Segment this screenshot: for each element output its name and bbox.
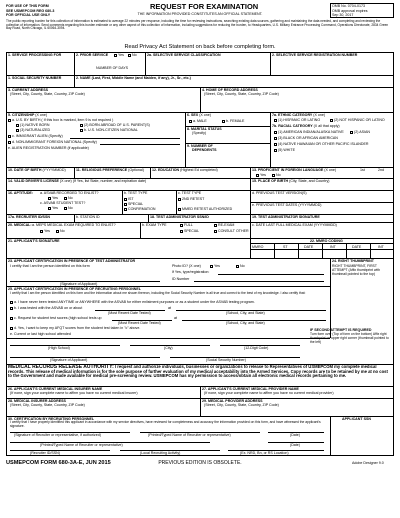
omb-date: Sep 30, 2017 — [332, 13, 354, 17]
hs-city-caption: (City) — [164, 346, 173, 350]
asvab-enlist-yes-label: Yes — [52, 196, 58, 200]
meps-medical-yes[interactable] — [40, 229, 50, 233]
race-black[interactable] — [274, 136, 338, 140]
exam-consult[interactable] — [214, 229, 235, 233]
dob-label-text: 10. DATE OF BIRTH — [8, 168, 42, 172]
exam-reexam-label: RE-EXAM — [218, 223, 235, 227]
race-white[interactable] — [274, 148, 295, 152]
ethnic-hispanic[interactable] — [274, 118, 320, 122]
race-item-1: (1) AMERICAN INDIAN/ALASKA NATIVE — [278, 130, 344, 134]
asvab-student-no[interactable] — [64, 206, 73, 210]
dependents-label: 9. NUMBER OF — [187, 144, 213, 148]
language-yes[interactable] — [256, 173, 266, 177]
cert-test-admin-text: I certify that I am the person identified on this form — [10, 264, 90, 268]
footer-form-number: USMEPCOM FORM 680-3A-E, JUN 2015 — [6, 460, 111, 466]
prior-service-yes-label: Yes — [118, 53, 124, 57]
meps-medical-no-label: No — [60, 229, 65, 233]
applicant-sig-caption: (Signature of Applicant) — [60, 282, 98, 286]
asvab-enlist-label: a. ASVAB RECORDED TO ENLIST? — [40, 191, 99, 195]
second-attempt-text: Turn form over (Top of form on the bottom) Affix right thumbprint on upper right corner (thumbnail pointed to the left) — [310, 332, 389, 344]
meps-medical-yes-label: Yes — [44, 229, 50, 233]
applicant-signature-label: 21. APPLICANT'S SIGNATURE — [8, 239, 60, 243]
test-type-special[interactable] — [124, 202, 143, 206]
race-sub: (X all that apply) — [313, 124, 340, 128]
cit-non-immigrant-label: d. NON-IMMIGRANT FOREIGN NATIONAL (Specify) — [12, 140, 97, 144]
alien-registration-label: e. ALIEN REGISTRATION NUMBER (if applicable) — [8, 146, 89, 150]
applicant-sig-2-caption: (Signature of Applicant) — [50, 358, 88, 362]
burden-statement: The public reporting burden for this collection of information is estimated to average 22 minutes per response, including the time for reviewing instructions, searching existing data sources, gathering and maintaining the data needed, and completing and reviewing the collection of information. Send comments regarding this burden estimate or any other aspect of this collection of information, including suggestions for reducing the burden, to Headquarters, U.S. Military Entrance Processing Command, Operations Directorate, 2834 Green Bay Road, North Chicago, IL 60064-3094. — [6, 19, 389, 31]
local-recruiting-caption: (Local Recruiting Activity) — [140, 451, 181, 455]
race-item-4: (4) NATIVE HAWAIIAN OR OTHER PACIFIC ISLANDER — [278, 142, 369, 146]
cit-immigrant-alien[interactable] — [8, 134, 63, 138]
mmro-col-mmro: MMRO — [252, 244, 264, 249]
test-type-ist-label: IST — [128, 197, 134, 201]
recruiter-cert-label: 30. CERTIFICATION BY RECRUITING PERSONNEL — [8, 417, 95, 421]
never-tested-label: a. I have never been tested ANYTIME or ANYWHERE with the ASVAB for either enlistment purposes or as a student under the ASVAB testing program. — [14, 300, 255, 304]
test-type-mmed-label: MMED RETEST AUTHORIZED — [182, 207, 233, 211]
form-title: REQUEST FOR EXAMINATION — [150, 2, 259, 11]
exam-other[interactable] — [236, 229, 249, 233]
race-pacific-islander[interactable] — [274, 142, 368, 146]
cit-born-abroad[interactable] — [80, 123, 150, 127]
cit-immigrant-label: c. IMMIGRANT ALIEN (Specify) — [12, 134, 63, 138]
student-at-label: at — [174, 316, 177, 320]
asvab-enlist-no-label: No — [68, 196, 73, 200]
medical-insurer-label: 26. APPLICANT'S CURRENT MEDICAL INSURER NAME — [8, 387, 103, 391]
language-label — [252, 168, 336, 172]
language-second: 2nd — [378, 168, 384, 172]
ethnic-hispanic-label: (1) HISPANIC OR LATINO — [278, 118, 321, 122]
tested-on-option[interactable] — [10, 306, 82, 310]
form-usage-line-3: FOR OFFICIAL USE ONLY — [6, 13, 51, 17]
cit-us-birth-label: a. U.S. BY BIRTH ( If this box is marked, item 9 is not required ) — [12, 118, 114, 122]
applicant-ssn-box-label: APPLICANT SSN — [342, 417, 371, 421]
drivers-license-label — [8, 179, 146, 183]
selective-service-reg-label: 2. SELECTIVE SERVICE REGISTRATION NUMBER — [272, 53, 358, 57]
language-first: 1st — [360, 168, 365, 172]
mmro-col-int: INT — [330, 244, 336, 249]
citizenship-label — [8, 113, 47, 117]
exam-reexam[interactable] — [214, 223, 234, 227]
test-type-retest-label: 2ND RETEST — [182, 197, 205, 201]
photo-id-label: Photo ID? (X one) — [172, 264, 201, 268]
prior-service-no-label: No — [132, 53, 137, 57]
tested-at-label: at — [168, 306, 171, 310]
sex-female[interactable] — [222, 119, 244, 123]
exam-special-label: SPECIAL — [184, 229, 200, 233]
immigrant-specify-field[interactable] — [70, 138, 180, 139]
cert-test-admin-label: 23. APPLICANT CERTIFICATION IN PRESENCE OF TEST ADMINISTRATOR — [8, 259, 136, 263]
photo-id-yes[interactable] — [210, 264, 220, 268]
race-item-2: (2) ASIAN — [354, 130, 370, 134]
place-of-birth-label — [252, 179, 329, 183]
exam-type-label: b. EXAM TYPE — [142, 223, 167, 227]
test-type-mmed[interactable] — [178, 207, 232, 211]
meps-medical-no[interactable] — [56, 229, 65, 233]
medical-label: 20. MEDICAL: — [8, 223, 32, 227]
provider-address-sub: (Street, City, County, State, Country, ZIP Code) — [204, 403, 279, 407]
cit-non-immigrant[interactable] — [8, 140, 97, 144]
asvab-enlist-yes[interactable] — [48, 196, 58, 200]
cit-naturalized-label: (3) NATURALIZED — [20, 128, 51, 132]
recruiter-id-field[interactable] — [10, 450, 110, 451]
photo-id-no-label: No — [240, 264, 245, 268]
tested-school-caption: (School, City, and State) — [226, 311, 265, 315]
medical-release-title: MEDICAL RECORDS RELEASE AUTHORITY: — [8, 364, 114, 370]
photo-id-number-field[interactable] — [194, 281, 324, 282]
ethnic-not-hispanic[interactable] — [330, 118, 385, 122]
asvab-student-label: c. ASVAB STUDENT TEST? — [40, 201, 86, 205]
test-type-conf-label: CONFIRMATION — [128, 207, 156, 211]
ethnic-sub: (X one) — [313, 113, 326, 117]
applicant-ssn-caption: (Social Security Number) — [206, 358, 246, 362]
mmro-col-date-2: DATE — [352, 244, 362, 249]
tested-date-caption: (Most Recent Date Tested) — [108, 311, 151, 315]
cit-us-birth[interactable] — [8, 118, 113, 122]
hs-code-caption: (12-Digit Code) — [244, 346, 269, 350]
form-usage-line-1: FOR USE OF THIS FORM — [6, 4, 49, 8]
cert-recruiter-label: 25. APPLICANT CERTIFICATION IN PRESENCE OF RECRUITING PERSONNEL — [8, 287, 141, 291]
exam-full-label: FULL — [184, 223, 193, 227]
education-label — [152, 168, 218, 172]
asvab-student-yes-label: Yes — [52, 206, 58, 210]
recruiter-id-caption: (Recruiter ID/SSN) — [30, 451, 60, 455]
test-type-special-label: SPECIAL — [128, 202, 144, 206]
current-address-label: 3. CURRENT ADDRESS — [8, 88, 49, 92]
omb-expires: OMB approval expires — [332, 8, 368, 13]
student-date-caption: (Most Recent Date Tested) — [118, 321, 161, 325]
test-admin-sig-label: 19. TEST ADMINISTRATOR SIGNATURE — [252, 215, 320, 219]
privacy-notice: Read Privacy Act Statement on back before completing form. — [124, 44, 276, 50]
insurer-address-sub: (Street, City, County, State, Country, ZIP Code) — [10, 403, 85, 407]
location-caption: (Ex. NRD, Bn, or RS Location) — [240, 451, 289, 455]
exam-special[interactable] — [180, 229, 199, 233]
dependents-label-2: DEPENDENTS — [192, 148, 217, 152]
medical-insurer-sub: (If none, sign your complete name to affirm you have no current medical insurer) — [10, 391, 138, 395]
keep-afqt-option[interactable] — [10, 326, 140, 330]
medical-release-text: I request and authorize individuals, businesses or organizations to release to Representatives of USMEPCOM my complete medical records. This release of medical information is for the sole purpose of further evaluation of my medical acceptability into the Armed Services. Copy records are to be retained by me at no cost to the Government and made available for medical pre-screening review. USMEPCOM has my permission to access/obtain all electronic medical records pertaining to me. — [8, 364, 388, 379]
test-type-2nd-retest[interactable] — [178, 197, 204, 201]
language-yes-label: Yes — [260, 173, 266, 177]
language-no-label: No — [276, 173, 281, 177]
photo-id-type-field[interactable] — [218, 274, 324, 275]
marital-label: 8. MARITAL STATUS — [187, 127, 222, 131]
ethnic-not-hispanic-label: (2) NOT HISPANIC OR LATINO — [334, 118, 385, 122]
high-school-label: e. Current or last high school attended — [10, 332, 71, 336]
exam-full[interactable] — [180, 223, 193, 227]
student-school-caption: (School, City, and State) — [226, 321, 265, 325]
recruiter-date-caption: (Date) — [290, 433, 300, 437]
prior-service-label: 2. PRIOR SERVICE — [76, 53, 109, 57]
race-label-text: 7b. RACIAL CATEGORY — [272, 124, 313, 128]
test-type-confirmation[interactable] — [124, 207, 155, 211]
citizenship-sub: (X one) — [35, 113, 48, 117]
cert-recruiter-text: I certify that I am the person identified on this form and the information about me shown thereon, including the Social Security Number is all true and correct to the best of my knowledge. I also certify that: — [10, 290, 306, 295]
asvab-student-no-label: No — [68, 206, 73, 210]
student-scores-label: c. Request for student test scores (high school tests up — [14, 316, 102, 320]
test-admin-ssn-label: 18. TEST ADMINISTRATOR SSN/ID — [150, 215, 209, 219]
insurer-address-label: 28. MEDICAL INSURER ADDRESS — [8, 399, 66, 403]
aptitude-label: 16. APTITUDE: — [8, 191, 34, 195]
prior-service-yes[interactable] — [114, 53, 124, 57]
form-subtitle: THE INFORMATION PROVIDED CONSTITUTES AN OFFICIAL STATEMENT. — [137, 12, 263, 16]
recruiter-date-2-caption: (Date) — [290, 443, 300, 447]
education-label-text: 12. EDUCATION — [152, 168, 180, 172]
language-no[interactable] — [272, 173, 281, 177]
photo-id-number-label: ID Number — [172, 277, 190, 281]
cit-non-citizen-national[interactable] — [80, 128, 138, 132]
mmro-col-date: DATE — [304, 244, 314, 249]
medical-release — [8, 365, 392, 379]
thumbprint-sub: RIGHT THUMBPRINT, FIRST ATTEMPT (Affix thumbprint with thumbnail pointed to the top) — [332, 264, 381, 276]
race-item-3: (3) BLACK OR AFRICAN AMERICAN — [278, 136, 338, 140]
religious-sub: (Optional) — [128, 168, 144, 172]
home-of-record-sub: (Street, City, County, State, Country, ZIP Code) — [204, 92, 279, 96]
race-item-5: (5) WHITE — [278, 148, 295, 152]
current-address-sub: (Street, City, County, State, Country, ZIP Code) — [10, 92, 85, 96]
second-attempt-label: IF SECOND ATTEMPT IS REQUIRED — [310, 328, 372, 332]
ethnic-label-text: 7a. ETHNIC CATEGORY — [272, 113, 313, 117]
dl-label-text: 14. VALID DRIVER'S LICENSE — [8, 179, 59, 183]
recruiter-cert-text: I certify that I have properly identified this applicant in accordance with my service directives, have reviewed for completeness and accuracy the information provided on this form, and have witnessed the applicant's signature. — [10, 420, 321, 428]
recruiter-name-2-caption: (Printed/Typed Name of Recruiter or representative) — [40, 443, 123, 447]
station-id-label: b. STATION ID — [76, 215, 100, 219]
recruiter-id-label: 17a. RECRUITER ID/SSN — [8, 215, 50, 219]
mmro-coding-label: 22. MMRO CODING — [310, 239, 343, 243]
sex-male[interactable] — [189, 119, 207, 123]
home-of-record-label: 4. HOME OF RECORD ADDRESS — [202, 88, 258, 92]
omb-number: OMB No. 0704-0173 — [332, 4, 365, 8]
religious-label-text: 11. RELIGIOUS PREFERENCE — [76, 168, 128, 172]
previous-test-dates-label: e. PREVIOUS TEST DATES (YYYYMMDD) — [252, 203, 322, 207]
asvab-enlist-no[interactable] — [64, 196, 73, 200]
sex-label — [187, 113, 211, 117]
student-scores-option[interactable] — [10, 316, 102, 320]
tested-on-label: b. I was tested with the ASVAB on or about — [14, 306, 83, 310]
non-immigrant-specify-field[interactable] — [100, 144, 180, 145]
cit-native-born-label: (1) NATIVE BORN — [20, 123, 50, 127]
mmro-col-st: ST — [283, 244, 288, 249]
exam-other-label: OTHER — [236, 229, 249, 233]
photo-id-type-label: If Yes, type/registration: — [172, 270, 210, 274]
footer-previous-edition: PREVIOUS EDITION IS OBSOLETE. — [158, 460, 242, 466]
photo-id-no[interactable] — [236, 264, 245, 268]
meps-medical-label: a. MEPS MEDICAL EXAM REQUIRED TO ENLIST? — [32, 223, 116, 227]
test-type-label: b. TEST TYPE — [124, 191, 148, 195]
race-american-indian[interactable] — [274, 130, 344, 134]
test-type-ist[interactable] — [124, 197, 134, 201]
never-tested-option[interactable] — [10, 300, 255, 304]
asvab-student-yes[interactable] — [48, 206, 58, 210]
ssn-label: 1. SOCIAL SECURITY NUMBER — [8, 76, 62, 80]
dob-sub: (YYYYMMDD) — [42, 168, 66, 172]
race-asian[interactable] — [350, 130, 370, 134]
language-sub: (X one) — [324, 168, 337, 172]
recruiter-name-caption: (Printed/Typed Name of Recruiter or representative) — [148, 433, 231, 437]
provider-address-label: 29. MEDICAL PROVIDER ADDRESS — [202, 399, 263, 403]
keep-afqt-label: d. Yes, I want to keep my AFQT scores from the student test taken in "c" above. — [14, 326, 141, 330]
test-type-c-label: c. TEST TYPE — [178, 191, 202, 195]
last-medical-exam-label: c. DATE LAST FULL MEDICAL EXAM (YYYYMMDD) — [252, 223, 337, 227]
service-processing-label: 1. SERVICE PROCESSING FOR — [8, 53, 62, 57]
sex-sub: (X one) — [199, 113, 211, 117]
ethnic-label — [272, 113, 325, 117]
dl-sub: (X one) (If Yes, list State, number, and expiration date) — [59, 179, 147, 183]
medical-provider-label: 27. APPLICANT'S CURRENT MEDICAL PROVIDER NAME — [202, 387, 299, 391]
number-of-days-label: NUMBER OF DAYS — [96, 66, 129, 70]
cit-naturalized[interactable] — [16, 128, 50, 132]
thumbprint-label: 24. RIGHT THUMBPRINT — [332, 259, 374, 263]
form-usage-line-2: SEE USMEPCOM REG 680-3 — [6, 8, 55, 13]
education-sub: (Highest Ed completed) — [180, 168, 218, 172]
mmro-col-int-2: INT — [378, 244, 384, 249]
high-school-caption: (High School) — [48, 346, 70, 350]
exam-consult-label: CONSULT — [218, 229, 235, 233]
language-label-text: 13. PROFICIENT IN FOREIGN LANGUAGE — [252, 168, 324, 172]
marital-sub: (Specify) — [192, 131, 207, 135]
sex-female-label: b. FEMALE — [226, 119, 245, 123]
religious-label — [76, 168, 144, 172]
citizenship-label-text: 5. CITIZENSHIP — [8, 113, 35, 117]
recruiter-sig-caption: (Signature of Recruiter or representative, if authorized) — [14, 433, 101, 437]
sex-male-label: a. MALE — [193, 119, 207, 123]
prior-service-no[interactable] — [128, 53, 137, 57]
pob-label-text: 15. PLACE OF BIRTH — [252, 179, 289, 183]
cit-born-abroad-label: (2) BORN ABROAD OF U.S. PARENT(S) — [84, 123, 150, 127]
medical-provider-sub: (If none, sign your complete name to affirm you have no current medical provider) — [204, 391, 334, 395]
photo-id-yes-label: Yes — [214, 264, 220, 268]
cit-native-born[interactable] — [16, 123, 50, 127]
selective-service-class-label: 2a. SELECTIVE SERVICE CLASSIFICATION — [147, 53, 221, 57]
dob-label — [8, 168, 66, 172]
previous-test-version-label: d. PREVIOUS TEST VERSION(S) — [252, 191, 307, 195]
pob-sub: (City, State, and Country) — [289, 179, 330, 183]
name-label: 2. NAME (Last, First, Middle Name (and Maiden, if any), Jr., Sr., etc.) — [76, 76, 191, 80]
footer-adobe: Adobe Designer 9.0 — [352, 461, 384, 465]
race-label — [272, 124, 340, 128]
cit-non-citizen-label: b. U.S. NON-CITIZEN NATIONAL — [84, 128, 138, 132]
sex-label-text: 6. SEX — [187, 113, 199, 117]
